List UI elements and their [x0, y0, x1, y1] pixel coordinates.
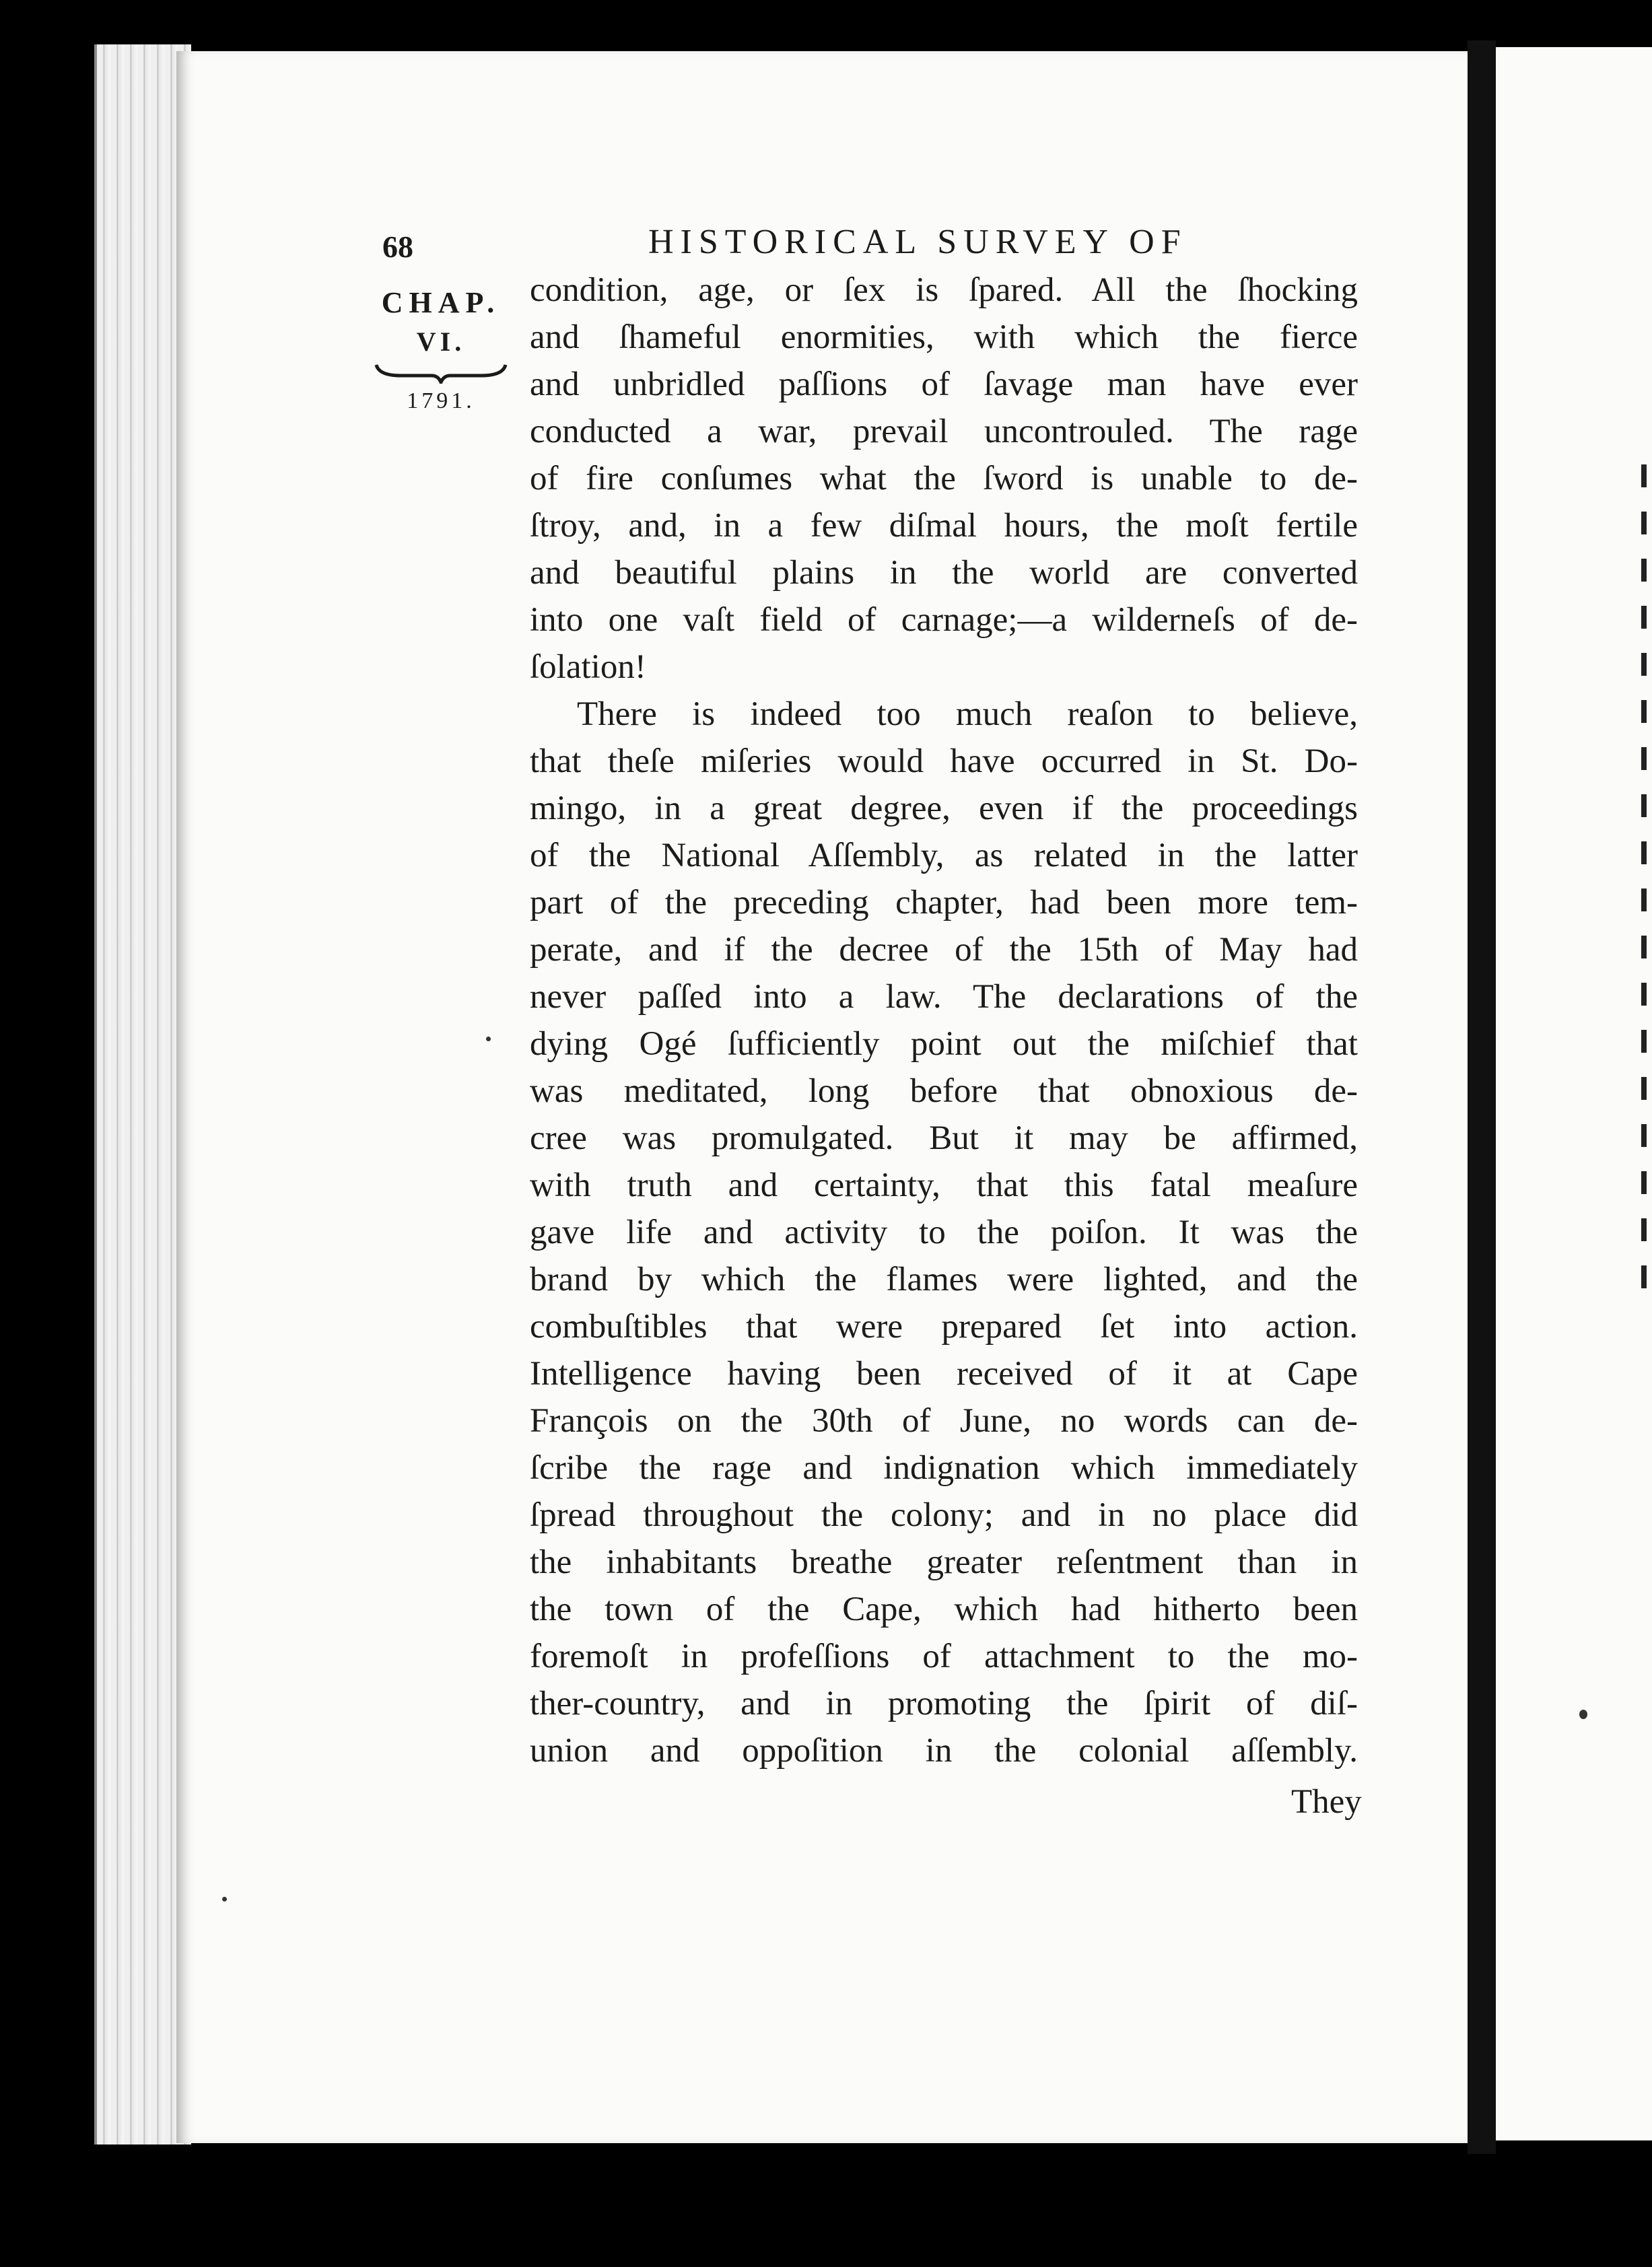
- text-line: gave life and activity to the poiſon. It was the: [530, 1214, 1358, 1251]
- text-line: foremoſt in profeſſions of attachment to the mo-: [530, 1638, 1358, 1675]
- text-line: ther-country, and in promoting the ſpirit of diſ-: [530, 1685, 1358, 1722]
- body-text: [530, 267, 1358, 1774]
- catchword: They: [1291, 1783, 1362, 1821]
- text-line: brand by which the flames were lighted, and the: [530, 1261, 1358, 1298]
- text-line: and ſhameful enormities, with which the fierce: [530, 318, 1358, 356]
- text-line: that theſe miſeries would have occurred in St. Do-: [530, 742, 1358, 780]
- margin-note: [367, 283, 515, 417]
- ink-speck: [1579, 1710, 1587, 1719]
- page-number: 68: [382, 230, 413, 264]
- text-line: union and oppoſition in the colonial aſſembly.: [530, 1732, 1358, 1770]
- text-line: and unbridled paſſions of ſavage man have ever: [530, 365, 1358, 403]
- text-line: of the National Aſſembly, as related in the latter: [530, 837, 1358, 874]
- text-line: cree was promulgated. But it may be affirmed,: [530, 1119, 1358, 1157]
- text-line: François on the 30th of June, no words can de-: [530, 1402, 1358, 1440]
- text-line: ſolation!: [530, 648, 646, 686]
- running-head: [382, 222, 1379, 269]
- text-line: and beautiful plains in the world are converted: [530, 554, 1358, 592]
- facing-page-text-edge: [1620, 464, 1647, 1676]
- text-line: with truth and certainty, that this fatal meaſure: [530, 1166, 1358, 1204]
- text-line: of fire conſumes what the ſword is unable to de-: [530, 460, 1358, 497]
- gutter-shadow: [1468, 40, 1496, 2154]
- text-line: Intelligence having been received of it at Cape: [530, 1355, 1358, 1393]
- chapter-label: CHAP.: [381, 286, 501, 319]
- running-title: HISTORICAL SURVEY OF: [648, 223, 1188, 261]
- text-line: the town of the Cape, which had hitherto been: [530, 1591, 1358, 1628]
- text-line: ſcribe the rage and indignation which immediately: [530, 1449, 1358, 1487]
- text-line: was meditated, long before that obnoxious de-: [530, 1072, 1358, 1110]
- text-line: into one vaſt field of carnage;—a wilderneſs of de-: [530, 601, 1358, 639]
- text-line: ſpread throughout the colony; and in no place did: [530, 1496, 1358, 1534]
- text-line: combuſtibles that were prepared ſet into action.: [530, 1308, 1358, 1346]
- paragraph-start: There is indeed too much reaſon to believe,: [577, 695, 1358, 733]
- text-line: never paſſed into a law. The declarations of the: [530, 978, 1358, 1016]
- brace-ornament: [374, 361, 508, 384]
- year-note: 1791.: [407, 388, 475, 413]
- text-line: mingo, in a great degree, even if the proceedings: [530, 790, 1358, 827]
- text-line: ſtroy, and, in a few diſmal hours, the moſt fertile: [530, 507, 1358, 545]
- facing-page: [1496, 47, 1652, 2140]
- text-line: dying Ogé ſufficiently point out the miſchief that: [530, 1025, 1358, 1063]
- text-line: conducted a war, prevail uncontrouled. The rage: [530, 413, 1358, 450]
- text-line: part of the preceding chapter, had been more tem-: [530, 884, 1358, 921]
- ink-speck: [222, 1897, 227, 1902]
- text-line: condition, age, or ſex is ſpared. All the ſhocking: [530, 271, 1358, 309]
- chapter-number: VI.: [416, 326, 466, 357]
- ink-speck: [486, 1037, 491, 1041]
- text-line: perate, and if the decree of the 15th of May had: [530, 931, 1358, 969]
- text-line: the inhabitants breathe greater reſentment than in: [530, 1543, 1358, 1581]
